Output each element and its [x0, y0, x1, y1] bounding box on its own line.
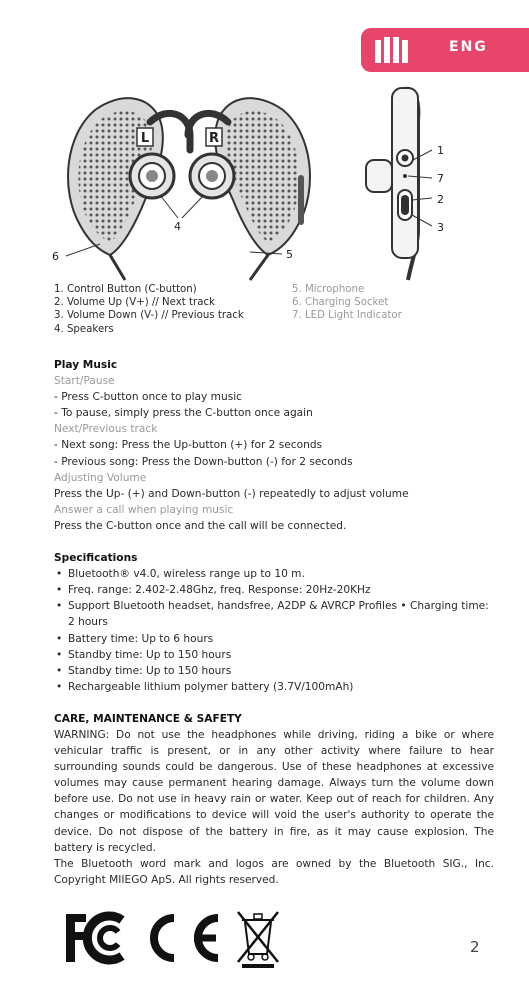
- start-pause-subheading: Start/Pause: [54, 375, 115, 388]
- instruction-line: Press the C-button once and the call will be connected.: [54, 519, 347, 532]
- callout-4: 4: [174, 220, 181, 233]
- warning-paragraph: WARNING: Do not use the headphones while driving, riding a bike or where vehicular traffic is present, or in any other activity where failure to hear surrounding sounds could be dangerous. Use of these headphones at excessive volumes may cause permanent hearing damage. Always turn the volume down before use. Do not use in heavy rain or water. Keep out of reach for children. Any changes or modifications to device will void the user's authority to operate the device. Do not dispose of the battery in fire, as it may cause explosion. The battery is recycled.: [54, 728, 494, 854]
- part-item: 2. Volume Up (V+) // Next track: [54, 297, 215, 309]
- certification-logos: [62, 906, 282, 970]
- callout-3: 3: [437, 221, 444, 234]
- specifications-heading: Specifications: [54, 552, 138, 565]
- trademark-paragraph: The Bluetooth word mark and logos are owned by the Bluetooth SIG., Inc. Copyright MIIEGO ApS. All rights reserved.: [54, 857, 494, 886]
- next-prev-subheading: Next/Previous track: [54, 423, 158, 436]
- part-item: 4. Speakers: [54, 323, 114, 335]
- callout-6: 6: [52, 250, 59, 263]
- part-item: 5. Microphone: [292, 284, 365, 295]
- page-number: 2: [470, 938, 480, 956]
- language-label: ENG: [449, 39, 488, 55]
- specifications-list: [54, 566, 494, 695]
- spec-item: • Rechargeable lithium polymer battery (3.7V/100mAh): [54, 679, 494, 695]
- part-item: 6. Charging Socket: [292, 297, 389, 309]
- side-view: [366, 88, 444, 280]
- ce-logo: [154, 918, 218, 958]
- answer-call-subheading: Answer a call when playing music: [54, 503, 234, 516]
- weee-bin-icon: [238, 912, 278, 968]
- language-tab: [361, 28, 529, 72]
- right-ear-letter: R: [208, 131, 220, 146]
- instruction-line: - Next song: Press the Up-button (+) for 2 seconds: [54, 439, 323, 452]
- instruction-line: Press the Up- (+) and Down-button (-) repeatedly to adjust volume: [54, 487, 409, 500]
- part-item: 7. LED Light Indicator: [292, 310, 402, 322]
- instruction-line: - Previous song: Press the Down-button (-) for 2 seconds: [54, 455, 353, 468]
- callout-2: 2: [437, 193, 444, 206]
- part-item: 1. Control Button (C-button): [54, 284, 197, 295]
- spec-item: • Freq. range: 2.402-2.48Ghz, freq. Response: 20Hz-20KHz: [54, 582, 494, 598]
- parts-list-left: [54, 283, 244, 336]
- brand-logo: [375, 37, 411, 63]
- part-item: 3. Volume Down (V-) // Previous track: [54, 310, 244, 322]
- spec-item: • Standby time: Up to 150 hours: [54, 663, 494, 679]
- safety-heading: CARE, MAINTENANCE & SAFETY: [54, 712, 242, 725]
- spec-item: • Standby time: Up to 150 hours: [54, 647, 494, 663]
- parts-list-right: [292, 283, 402, 323]
- spec-item: • Bluetooth® v4.0, wireless range up to 10 m.: [54, 566, 494, 582]
- instruction-line: - To pause, simply press the C-button once again: [54, 407, 313, 420]
- callout-7: 7: [437, 172, 444, 185]
- left-earpiece: [68, 98, 190, 280]
- callout-5: 5: [286, 248, 293, 261]
- left-ear-letter: L: [140, 131, 150, 146]
- volume-subheading: Adjusting Volume: [54, 471, 147, 484]
- spec-item: • Support Bluetooth headset, handsfree, A2DP & AVRCP Profiles • Charging time: 2 hours: [54, 598, 494, 630]
- play-music-heading: Play Music: [54, 359, 118, 371]
- manual-content: [54, 357, 494, 888]
- headphone-diagram: [40, 80, 490, 285]
- spec-item: • Battery time: Up to 6 hours: [54, 631, 494, 647]
- callout-1: 1: [437, 144, 444, 157]
- instruction-line: - Press C-button once to play music: [54, 391, 242, 404]
- fcc-logo: [66, 914, 122, 962]
